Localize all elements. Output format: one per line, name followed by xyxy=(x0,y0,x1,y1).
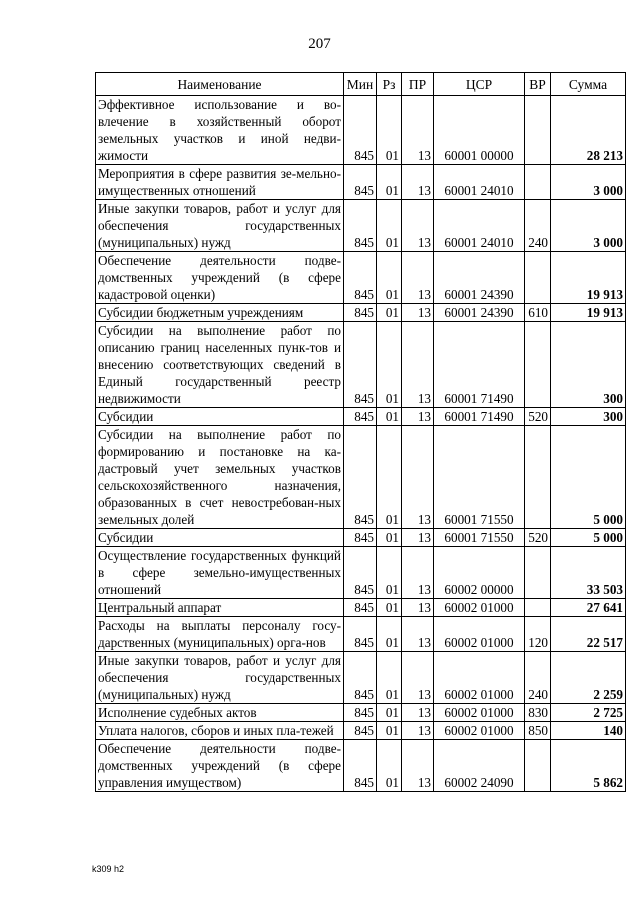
row-min-cell: 845 xyxy=(344,426,377,529)
row-pr-cell: 13 xyxy=(402,426,434,529)
row-sum-cell: 3 000 xyxy=(551,165,626,200)
row-pr-cell: 13 xyxy=(402,252,434,304)
row-rz-cell: 01 xyxy=(377,252,402,304)
row-pr-cell: 13 xyxy=(402,165,434,200)
row-vr-cell xyxy=(525,165,551,200)
row-rz-cell: 01 xyxy=(377,96,402,165)
table-row xyxy=(96,599,626,617)
row-min-cell: 845 xyxy=(344,547,377,599)
table-body xyxy=(96,96,626,792)
header-name: Наименование xyxy=(96,73,344,96)
row-min-cell: 845 xyxy=(344,252,377,304)
row-vr-cell: 240 xyxy=(525,200,551,252)
row-vr-cell xyxy=(525,599,551,617)
row-name-cell: Уплата налогов, сборов и иных пла-тежей xyxy=(96,722,344,740)
row-csr-cell: 60001 71550 xyxy=(434,426,525,529)
header-sum: Сумма xyxy=(551,73,626,96)
row-pr-cell: 13 xyxy=(402,96,434,165)
row-vr-cell xyxy=(525,322,551,408)
row-csr-cell: 60002 01000 xyxy=(434,599,525,617)
row-min-cell: 845 xyxy=(344,200,377,252)
row-csr-cell: 60001 71490 xyxy=(434,408,525,426)
row-pr-cell: 13 xyxy=(402,704,434,722)
table-row xyxy=(96,408,626,426)
row-csr-cell: 60002 24090 xyxy=(434,740,525,792)
row-vr-cell: 830 xyxy=(525,704,551,722)
row-min-cell: 845 xyxy=(344,652,377,704)
row-min-cell: 845 xyxy=(344,322,377,408)
row-name-cell: Субсидии на выполнение работ по формированию и постановке на ка-дастровый учет земельных участков сельскохозяйственного назначения, образованных в счет невостребован-ных земельных долей xyxy=(96,426,344,529)
row-vr-cell xyxy=(525,740,551,792)
row-name-cell: Субсидии xyxy=(96,408,344,426)
row-vr-cell: 240 xyxy=(525,652,551,704)
page-number: 207 xyxy=(308,36,331,52)
row-pr-cell: 13 xyxy=(402,617,434,652)
row-csr-cell: 60001 24010 xyxy=(434,200,525,252)
table-row xyxy=(96,652,626,704)
row-csr-cell: 60001 24010 xyxy=(434,165,525,200)
row-sum-cell: 5 000 xyxy=(551,529,626,547)
row-min-cell: 845 xyxy=(344,165,377,200)
row-name-cell: Субсидии на выполнение работ по описанию границ населенных пунк-тов и внесению соответствующих сведений в Единый государственный реестр недвижимости xyxy=(96,322,344,408)
row-csr-cell: 60001 24390 xyxy=(434,304,525,322)
row-sum-cell: 2 725 xyxy=(551,704,626,722)
table-row xyxy=(96,252,626,304)
row-sum-cell: 27 641 xyxy=(551,599,626,617)
row-name-cell: Мероприятия в сфере развития зе-мельно-имущественных отношений xyxy=(96,165,344,200)
row-vr-cell xyxy=(525,426,551,529)
row-rz-cell: 01 xyxy=(377,304,402,322)
row-rz-cell: 01 xyxy=(377,408,402,426)
row-rz-cell: 01 xyxy=(377,529,402,547)
row-pr-cell: 13 xyxy=(402,740,434,792)
header-pr: ПР xyxy=(402,73,434,96)
row-sum-cell: 300 xyxy=(551,408,626,426)
row-sum-cell: 28 213 xyxy=(551,96,626,165)
table-row xyxy=(96,617,626,652)
row-rz-cell: 01 xyxy=(377,426,402,529)
row-vr-cell: 520 xyxy=(525,408,551,426)
row-min-cell: 845 xyxy=(344,408,377,426)
row-name-cell: Субсидии xyxy=(96,529,344,547)
table-row xyxy=(96,200,626,252)
table-row xyxy=(96,547,626,599)
table-row xyxy=(96,322,626,408)
row-pr-cell: 13 xyxy=(402,599,434,617)
row-min-cell: 845 xyxy=(344,96,377,165)
table-row xyxy=(96,740,626,792)
table-row xyxy=(96,722,626,740)
row-rz-cell: 01 xyxy=(377,322,402,408)
header-rz: Рз xyxy=(377,73,402,96)
row-csr-cell: 60002 01000 xyxy=(434,722,525,740)
row-rz-cell: 01 xyxy=(377,722,402,740)
row-name-cell: Иные закупки товаров, работ и услуг для обеспечения государственных (муниципальных) нужд xyxy=(96,652,344,704)
row-sum-cell: 33 503 xyxy=(551,547,626,599)
row-sum-cell: 19 913 xyxy=(551,304,626,322)
row-vr-cell: 610 xyxy=(525,304,551,322)
table-row xyxy=(96,426,626,529)
row-csr-cell: 60002 01000 xyxy=(434,617,525,652)
row-sum-cell: 140 xyxy=(551,722,626,740)
footer-code: k309 h2 xyxy=(92,864,125,874)
row-csr-cell: 60001 71550 xyxy=(434,529,525,547)
row-pr-cell: 13 xyxy=(402,547,434,599)
row-vr-cell: 520 xyxy=(525,529,551,547)
row-name-cell: Осуществление государственных функций в сфере земельно-имущественных отношений xyxy=(96,547,344,599)
row-csr-cell: 60002 01000 xyxy=(434,652,525,704)
row-min-cell: 845 xyxy=(344,599,377,617)
row-rz-cell: 01 xyxy=(377,704,402,722)
row-sum-cell: 22 517 xyxy=(551,617,626,652)
header-vr: ВР xyxy=(525,73,551,96)
row-name-cell: Иные закупки товаров, работ и услуг для обеспечения государственных (муниципальных) нужд xyxy=(96,200,344,252)
row-name-cell: Центральный аппарат xyxy=(96,599,344,617)
row-rz-cell: 01 xyxy=(377,652,402,704)
row-name-cell: Расходы на выплаты персоналу госу-дарственных (муниципальных) орга-нов xyxy=(96,617,344,652)
row-pr-cell: 13 xyxy=(402,722,434,740)
row-pr-cell: 13 xyxy=(402,322,434,408)
row-csr-cell: 60001 24390 xyxy=(434,252,525,304)
row-min-cell: 845 xyxy=(344,704,377,722)
table-row xyxy=(96,165,626,200)
row-vr-cell xyxy=(525,547,551,599)
row-pr-cell: 13 xyxy=(402,529,434,547)
row-min-cell: 845 xyxy=(344,722,377,740)
row-csr-cell: 60001 00000 xyxy=(434,96,525,165)
row-vr-cell xyxy=(525,96,551,165)
row-min-cell: 845 xyxy=(344,304,377,322)
row-rz-cell: 01 xyxy=(377,599,402,617)
header-csr: ЦСР xyxy=(434,73,525,96)
row-rz-cell: 01 xyxy=(377,200,402,252)
row-pr-cell: 13 xyxy=(402,200,434,252)
row-csr-cell: 60002 01000 xyxy=(434,704,525,722)
table-header-row xyxy=(96,73,626,96)
budget-table xyxy=(95,72,626,792)
row-vr-cell: 850 xyxy=(525,722,551,740)
header-min: Мин xyxy=(344,73,377,96)
row-csr-cell: 60001 71490 xyxy=(434,322,525,408)
row-name-cell: Субсидии бюджетным учреждениям xyxy=(96,304,344,322)
table-row xyxy=(96,704,626,722)
row-sum-cell: 19 913 xyxy=(551,252,626,304)
row-sum-cell: 300 xyxy=(551,322,626,408)
row-name-cell: Эффективное использование и во-влечение в хозяйственный оборот земельных участков и иной недви-жимости xyxy=(96,96,344,165)
row-pr-cell: 13 xyxy=(402,652,434,704)
row-sum-cell: 5 000 xyxy=(551,426,626,529)
row-min-cell: 845 xyxy=(344,617,377,652)
table-row xyxy=(96,304,626,322)
row-sum-cell: 5 862 xyxy=(551,740,626,792)
row-pr-cell: 13 xyxy=(402,304,434,322)
row-name-cell: Исполнение судебных актов xyxy=(96,704,344,722)
row-pr-cell: 13 xyxy=(402,408,434,426)
row-min-cell: 845 xyxy=(344,740,377,792)
table-row xyxy=(96,529,626,547)
row-rz-cell: 01 xyxy=(377,547,402,599)
row-vr-cell: 120 xyxy=(525,617,551,652)
row-name-cell: Обеспечение деятельности подве-домственных учреждений (в сфере управления имуществом) xyxy=(96,740,344,792)
row-csr-cell: 60002 00000 xyxy=(434,547,525,599)
row-rz-cell: 01 xyxy=(377,740,402,792)
row-rz-cell: 01 xyxy=(377,617,402,652)
row-sum-cell: 3 000 xyxy=(551,200,626,252)
table-row xyxy=(96,96,626,165)
row-name-cell: Обеспечение деятельности подве-домственных учреждений (в сфере кадастровой оценки) xyxy=(96,252,344,304)
row-min-cell: 845 xyxy=(344,529,377,547)
row-rz-cell: 01 xyxy=(377,165,402,200)
row-sum-cell: 2 259 xyxy=(551,652,626,704)
row-vr-cell xyxy=(525,252,551,304)
